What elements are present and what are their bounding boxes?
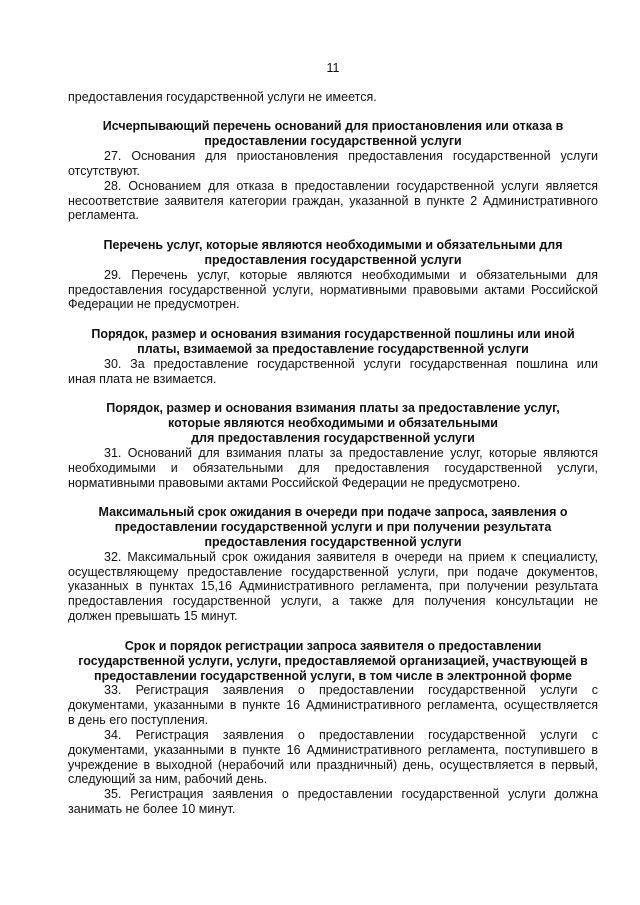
paragraph-line: документами, указанными в пункте 16 Административного регламента, поступившего в — [68, 742, 598, 757]
section-heading-line: Порядок, размер и основания взимания государственной пошлины или иной — [91, 327, 575, 342]
paragraph-line: несоответствие заявителя категории граждан, указанной в пункте 2 Административного — [68, 193, 598, 208]
paragraph-line: 35. Регистрация заявления о предоставлении государственной услуги должна — [104, 787, 598, 802]
paragraph-line: указанных в пунктах 15,16 Административного регламента, при получении результата — [68, 579, 598, 594]
section-heading — [68, 505, 598, 550]
paragraph-34 — [68, 728, 598, 787]
paragraph-33 — [68, 683, 598, 728]
paragraph-line: регламента. — [68, 208, 139, 223]
section-heading-line: платы, взимаемой за предоставление государственной услуги — [137, 341, 529, 356]
paragraph-line: документами, указанными в пункте 16 Административного регламента, осуществляется — [68, 698, 598, 713]
section — [68, 505, 598, 624]
paragraph-line: предоставления государственной услуги, нормативными правовыми актами Российской — [68, 282, 598, 297]
paragraph-31 — [68, 446, 598, 491]
section-heading-line: для предоставления государственной услуги — [191, 431, 475, 445]
section-heading-line: предоставлении государственной услуги и при получении результата — [114, 520, 552, 535]
paragraph-line: иная плата не взимается. — [68, 371, 217, 386]
paragraph-line: в день его поступления. — [68, 713, 209, 728]
section-heading — [68, 401, 598, 446]
paragraph-line: 32. Максимальный срок ожидания заявителя в очереди на прием к специалисту, — [104, 549, 598, 564]
paragraph-28 — [68, 179, 598, 224]
section — [68, 401, 598, 490]
section-heading-line: Исчерпывающий перечень оснований для приостановления или отказа в — [102, 119, 564, 134]
paragraph-32 — [68, 550, 598, 624]
paragraph-line: учреждение в выходной (нерабочий или праздничный) день, осуществляется в первый, — [68, 757, 598, 772]
section-heading-line: Максимальный срок ожидания в очереди при подаче запроса, заявления о — [98, 505, 568, 520]
paragraph-30 — [68, 357, 598, 387]
section-heading — [68, 639, 598, 684]
paragraph-line: занимать не более 10 минут. — [68, 802, 236, 817]
paragraph-line: 29. Перечень услуг, которые являются необходимыми и обязательными для — [104, 267, 598, 282]
paragraph-line: предоставления государственной услуги, а также для получения консультации не — [68, 594, 598, 609]
paragraph-line: 33. Регистрация заявления о предоставлении государственной услуги с — [104, 683, 598, 698]
section-heading-line: предоставлении государственной услуги — [204, 134, 462, 149]
section-heading-line: которые являются необходимыми и обязательными — [168, 416, 498, 431]
section-heading-line: предоставления государственной услуги — [204, 534, 462, 549]
paragraph-line: 27. Основания для приостановления предоставления государственной услуги — [104, 148, 598, 163]
section — [68, 639, 598, 817]
paragraph-line: 31. Оснований для взимания платы за предоставление услуг, которые являются — [104, 445, 598, 460]
paragraph-line: предоставления государственной услуги не имеется. — [68, 89, 377, 104]
section-heading-line: Перечень услуг, которые являются необходимыми и обязательными для — [103, 238, 563, 253]
section-heading — [68, 327, 598, 357]
section — [68, 327, 598, 386]
section-heading-line: Срок и порядок регистрации запроса заявителя о предоставлении — [124, 638, 542, 653]
paragraph-line: 34. Регистрация заявления о предоставлении государственной услуги с — [104, 727, 598, 742]
paragraph-27 — [68, 149, 598, 179]
section-heading-line: предоставлении государственной услуги, в том числе в электронной форме — [94, 668, 572, 683]
paragraph-line: отсутствуют. — [68, 163, 140, 178]
section-heading-line: Порядок, размер и основания взимания платы за предоставление услуг, — [106, 401, 560, 416]
paragraph-29 — [68, 268, 598, 313]
section — [68, 119, 598, 223]
paragraph-line: нормативными правовыми актами Российской Федерации не предусмотрено. — [68, 475, 521, 490]
paragraph-line: необходимыми и обязательными для предоставления государственной услуги, — [68, 460, 598, 475]
paragraph-line: следующий за ним, рабочий день. — [68, 772, 268, 787]
section-heading — [68, 119, 598, 149]
paragraph-35 — [68, 787, 598, 817]
paragraph-line: Федерации не предусмотрен. — [68, 297, 240, 312]
section-heading-line: государственной услуги, услуги, предоставляемой организацией, участвующей в — [78, 653, 588, 668]
section — [68, 238, 598, 312]
paragraph-line: 30. За предоставление государственной услуги государственная пошлина или — [104, 356, 598, 371]
section-heading — [68, 238, 598, 268]
page-number: 11 — [326, 60, 340, 75]
paragraph-line: осуществляющему предоставление государственной услуги, при подаче документов, — [68, 564, 598, 579]
page-content — [68, 90, 598, 817]
paragraph-continuation — [68, 90, 598, 105]
section-heading-line: предоставления государственной услуги — [204, 252, 462, 267]
paragraph-line: 28. Основанием для отказа в предоставлении государственной услуги является — [104, 178, 598, 193]
paragraph-line: должен превышать 15 минут. — [68, 609, 238, 624]
